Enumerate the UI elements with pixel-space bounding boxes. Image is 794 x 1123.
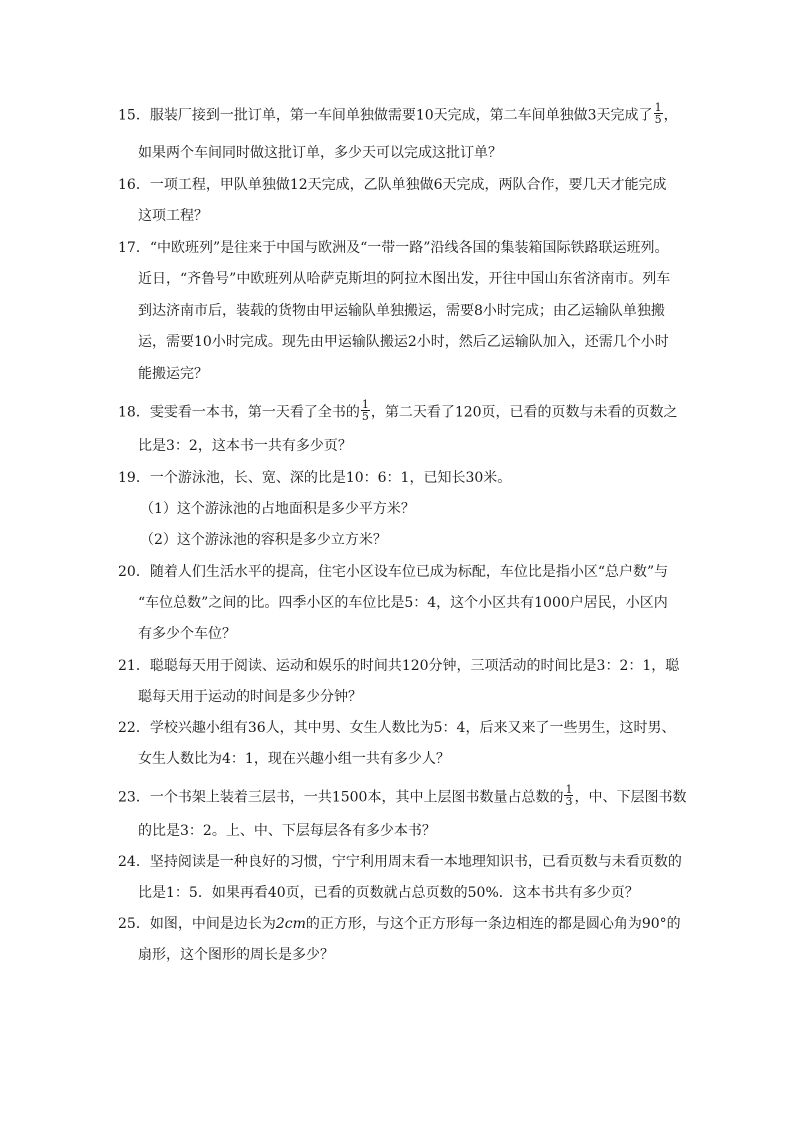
fraction-one-third: $\frac{1}{3}$ (565, 783, 573, 808)
problem-20-line-1: 20．随着人们生活水平的提高，住宅小区设车位已成为标配，车位比是指小区“总户数”与 (118, 564, 669, 580)
problem-24-number: 24． (118, 854, 150, 870)
problem-19-sub-1: （1）这个游泳池的占地面积是多少平方米？ (140, 501, 415, 517)
problem-25-line-1: 25．如图，中间是边长为2cm的正方形，与这个正方形每一条边相连的都是圆心角为90°的 (118, 916, 681, 932)
problem-17-number: 17． (118, 240, 150, 256)
problem-24-line-1: 24．坚持阅读是一种良好的习惯，宁宁利用周末看一本地理知识书，已看页数与未看页数的 (118, 854, 682, 870)
problem-20-number: 20． (118, 564, 150, 580)
problem-23-number: 23． (118, 789, 150, 806)
problem-18-line-1: 18．雯雯看一本书，第一天看了全书的 $\frac{1}{5}$ ，第二天看了120页，已看的页数与未看的页数之 (118, 398, 678, 423)
problem-23-line-2: 的比是3：2。上、中、下层每层各有多少本书？ (138, 823, 436, 839)
problem-22-number: 22． (118, 720, 150, 736)
problem-17-line-1: 17．“中欧班列”是往来于中国与欧洲及“一带一路”沿线各国的集装箱国际铁路联运班列。 (118, 240, 669, 256)
problem-19-sub-2: （2）这个游泳池的容积是多少立方米？ (140, 532, 387, 548)
problem-16-line-2: 这项工程？ (138, 208, 208, 224)
problem-22-line-1: 22．学校兴趣小组有36人，其中男、女生人数比为5：4，后来又来了一些男生，这时男、 (118, 720, 676, 736)
problem-16-line-1: 16．一项工程，甲队单独做12天完成，乙队单独做6天完成，两队合作，要几天才能完成 (118, 177, 667, 193)
problem-17-line-4: 运，需要10小时完成。现先由甲运输队搬运2小时，然后乙运输队加入，还需几个小时 (138, 334, 669, 350)
fraction-one-fifth: $\frac{1}{5}$ (361, 398, 369, 423)
problem-20-line-3: 有多少个车位？ (138, 626, 236, 642)
problem-21-line-2: 聪每天用于运动的时间是多少分钟？ (138, 689, 362, 705)
problem-25-number: 25． (118, 916, 150, 932)
problem-19-number: 19． (118, 470, 150, 486)
problem-23-line-1: 23．一个书架上装着三层书，一共1500本，其中上层图书数量占总数的 $\frac{1}{3}$ ，中、下层图书数 (118, 783, 687, 808)
problem-20-line-2: “车位总数”之间的比。四季小区的车位比是5：4，这个小区共有1000户居民，小区内 (138, 595, 668, 611)
problem-17-line-3: 到达济南市后，装载的货物由甲运输队单独搬运，需要8小时完成；由乙运输队单独搬 (138, 303, 665, 319)
problem-18-line-2: 比是3：2，这本书一共有多少页？ (138, 438, 352, 454)
problem-19-line-1: 19．一个游泳池，长、宽、深的比是10：6：1，已知长30米。 (118, 470, 512, 486)
fraction-one-fifth: $\frac{1}{5}$ (654, 101, 662, 126)
problem-15-line-1: 15．服装厂接到一批订单，第一车间单独做需要10天完成，第二车间单独做3天完成了 $\frac{1}{5}$ ， (118, 101, 678, 126)
problem-21-number: 21． (118, 658, 150, 674)
problem-17-line-5: 能搬运完？ (138, 366, 208, 382)
problem-24-line-2: 比是1：5．如果再看40页，已看的页数就占总页数的50%．这本书共有多少页？ (138, 885, 639, 901)
problem-22-line-2: 女生人数比为4：1，现在兴趣小组一共有多少人？ (138, 751, 450, 767)
problem-18-number: 18． (118, 404, 150, 421)
problem-17-line-2: 近日，“齐鲁号”中欧班列从哈萨克斯坦的阿拉木图出发，开往中国山东省济南市。列车 (138, 271, 671, 287)
problem-16-number: 16． (118, 177, 150, 193)
problem-15-line-2: 如果两个车间同时做这批订单，多少天可以完成这批订单？ (138, 145, 502, 161)
problem-21-line-1: 21．聪聪每天用于阅读、运动和娱乐的时间共120分钟，三项活动的时间比是3：2：1，聪 (118, 658, 680, 674)
problem-15-number: 15． (118, 107, 150, 124)
problem-25-line-2: 扇形，这个图形的周长是多少？ (138, 947, 334, 963)
